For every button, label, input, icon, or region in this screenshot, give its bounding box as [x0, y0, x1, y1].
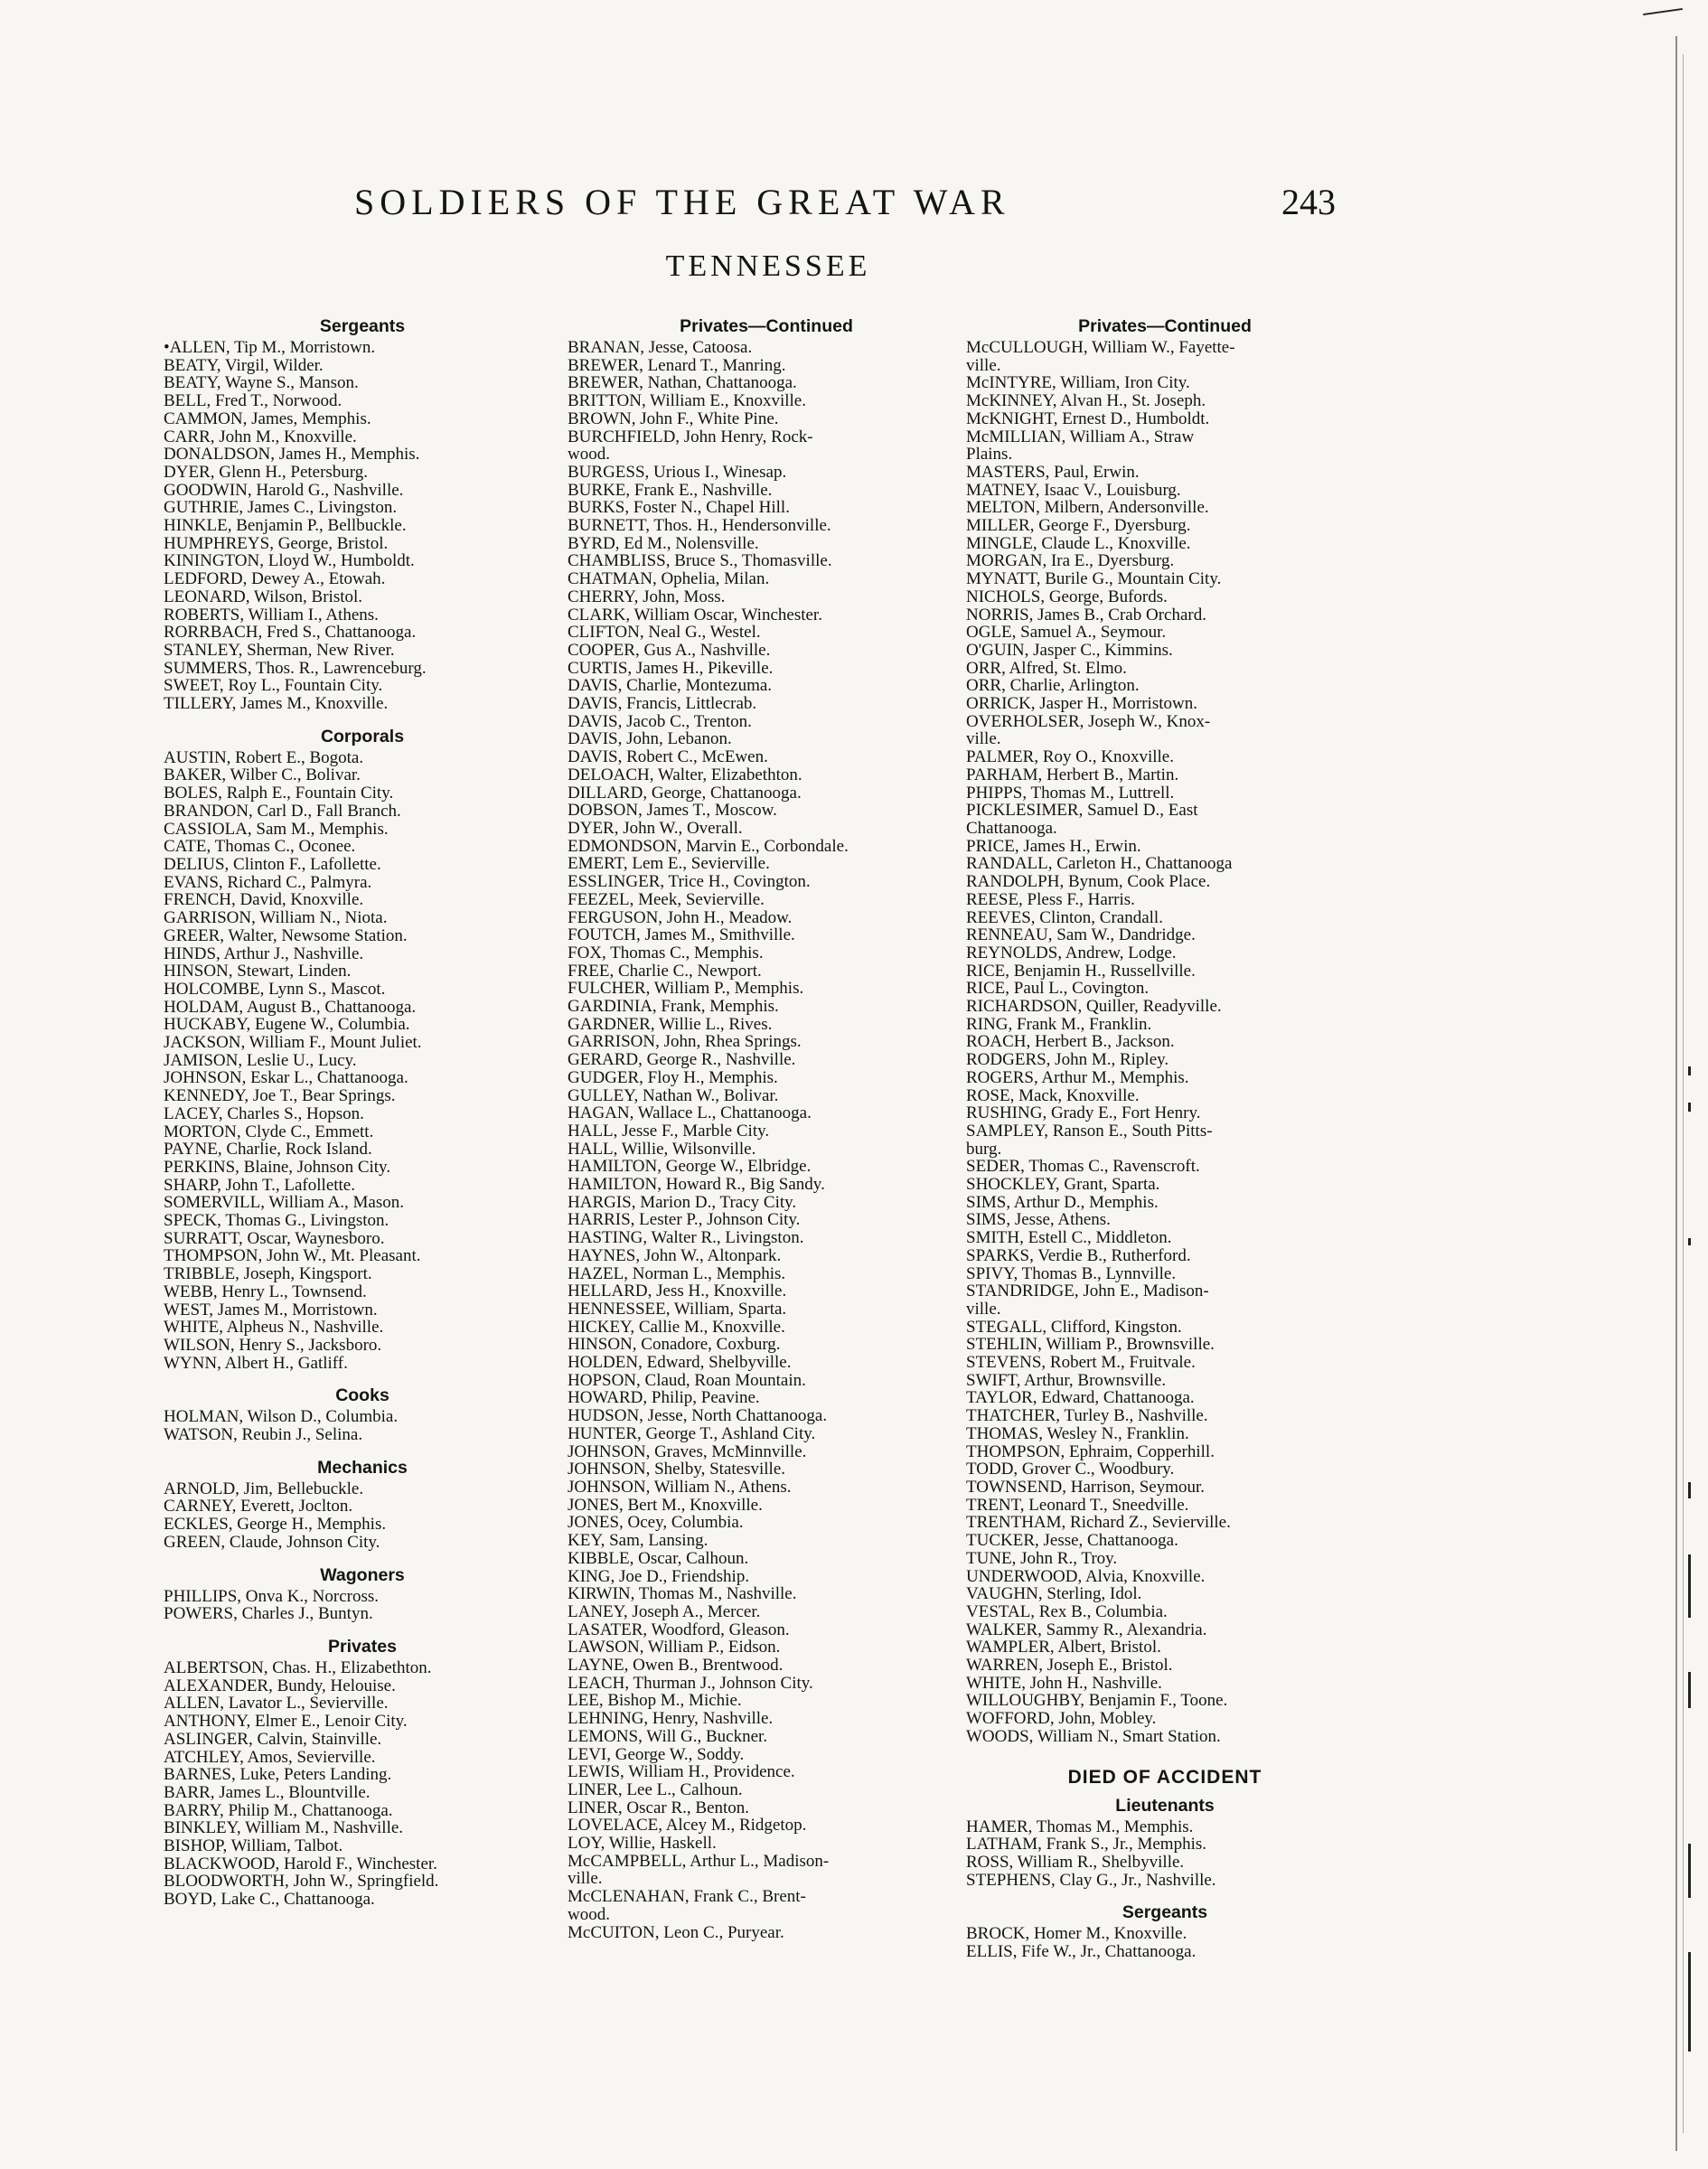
soldier-entry: CAMMON, James, Memphis.	[164, 408, 371, 428]
rank-heading: Corporals	[320, 726, 405, 746]
soldier-entry: HOPSON, Claud, Roan Mountain.	[568, 1370, 806, 1390]
soldier-entry: LEHNING, Henry, Nashville.	[568, 1709, 774, 1729]
major-section-heading: DIED OF ACCIDENT	[1067, 1766, 1262, 1788]
section-spacer	[966, 1889, 1364, 1898]
soldier-entry: PHILLIPS, Onva K., Norcross.	[164, 1586, 380, 1606]
soldier-entry: DELIUS, Clinton F., Lafollette.	[164, 854, 381, 874]
roster-column-1	[164, 317, 561, 1918]
soldier-entry: SMITH, Estell C., Middleton.	[966, 1228, 1172, 1248]
soldier-entry: O'GUIN, Jasper C., Kimmins.	[966, 640, 1173, 660]
soldier-entry: GREEN, Claude, Johnson City.	[164, 1532, 380, 1552]
soldier-entry: PAYNE, Charlie, Rock Island.	[164, 1140, 372, 1160]
soldier-entry: STEGALL, Clifford, Kingston.	[966, 1317, 1182, 1337]
soldier-entry: CASSIOLA, Sam M., Memphis.	[164, 819, 389, 839]
soldier-entry: ville.	[966, 355, 1001, 375]
soldier-entry: LEWIS, William H., Providence.	[568, 1762, 795, 1782]
soldier-entry: HAGAN, Wallace L., Chattanooga.	[568, 1103, 812, 1123]
soldier-entry: LATHAM, Frank S., Jr., Memphis.	[966, 1835, 1207, 1854]
soldier-entry: GULLEY, Nathan W., Bolivar.	[568, 1085, 779, 1105]
soldier-entry: JOHNSON, Eskar L., Chattanooga.	[164, 1068, 408, 1088]
soldier-entry: HUMPHREYS, George, Bristol.	[164, 533, 389, 553]
soldier-entry: LACEY, Charles S., Hopson.	[164, 1103, 364, 1123]
soldier-entry: TUNE, John R., Troy.	[966, 1548, 1118, 1568]
soldier-entry: CLARK, William Oscar, Winchester.	[568, 605, 822, 624]
soldier-entry: WOFFORD, John, Mobley.	[966, 1709, 1157, 1729]
soldier-entry: McINTYRE, William, Iron City.	[966, 373, 1190, 393]
soldier-entry: HENNESSEE, William, Sparta.	[568, 1299, 787, 1319]
soldier-entry: CHAMBLISS, Bruce S., Thomasville.	[568, 551, 832, 571]
rank-heading: Lieutenants	[1115, 1795, 1215, 1816]
soldier-entry: HALL, Jesse F., Marble City.	[568, 1121, 770, 1141]
soldier-list	[966, 339, 1364, 1746]
soldier-entry: NORRIS, James B., Crab Orchard.	[966, 605, 1206, 624]
rank-heading: Wagoners	[320, 1564, 405, 1585]
soldier-entry: GERARD, George R., Nashville.	[568, 1050, 796, 1070]
soldier-entry: WHITE, Alpheus N., Nashville.	[164, 1318, 384, 1338]
soldier-entry: TRENT, Leonard T., Sneedville.	[966, 1495, 1189, 1515]
soldier-entry: SURRATT, Oscar, Waynesboro.	[164, 1228, 385, 1248]
soldier-entry: REESE, Pless F., Harris.	[966, 889, 1135, 909]
soldier-entry: KININGTON, Lloyd W., Humboldt.	[164, 551, 415, 571]
soldier-entry: •ALLEN, Tip M., Morristown.	[164, 338, 376, 357]
soldier-entry: EDMONDSON, Marvin E., Corbondale.	[568, 836, 849, 856]
soldier-entry: SHOCKLEY, Grant, Sparta.	[966, 1175, 1160, 1195]
soldier-entry: WARREN, Joseph E., Bristol.	[966, 1656, 1173, 1676]
soldier-entry: WOODS, William N., Smart Station.	[966, 1726, 1221, 1746]
soldier-list	[164, 1480, 561, 1552]
soldier-entry: PHIPPS, Thomas M., Luttrell.	[966, 783, 1175, 803]
soldier-entry: OVERHOLSER, Joseph W., Knox-	[966, 711, 1211, 731]
soldier-entry: RORRBACH, Fred S., Chattanooga.	[164, 623, 417, 643]
soldier-entry: FREE, Charlie C., Newport.	[568, 961, 762, 981]
soldier-entry: JONES, Bert M., Knoxville.	[568, 1495, 763, 1515]
soldier-entry: BLOODWORTH, John W., Springfield.	[164, 1872, 439, 1892]
soldier-entry: BROCK, Homer M., Knoxville.	[966, 1924, 1187, 1944]
soldier-entry: FULCHER, William P., Memphis.	[568, 979, 804, 999]
soldier-entry: LAWSON, William P., Eidson.	[568, 1638, 781, 1657]
soldier-entry: LEONARD, Wilson, Bristol.	[164, 587, 363, 606]
soldier-entry: POWERS, Charles J., Buntyn.	[164, 1604, 373, 1624]
soldier-entry: LINER, Lee L., Calhoun.	[568, 1779, 743, 1799]
rank-heading: Sergeants	[319, 316, 406, 336]
soldier-entry: PICKLESIMER, Samuel D., East	[966, 801, 1198, 821]
soldier-entry: SIMS, Arthur D., Memphis.	[966, 1192, 1159, 1212]
section-spacer	[966, 1961, 1364, 1970]
soldier-entry: THOMAS, Wesley N., Franklin.	[966, 1423, 1189, 1443]
soldier-entry: HAMILTON, George W., Elbridge.	[568, 1157, 812, 1177]
soldier-entry: HAMER, Thomas M., Memphis.	[966, 1817, 1194, 1836]
soldier-entry: ATCHLEY, Amos, Sevierville.	[164, 1747, 376, 1767]
soldier-entry: GARDINIA, Frank, Memphis.	[568, 997, 779, 1017]
soldier-entry: LASATER, Woodford, Gleason.	[568, 1620, 790, 1639]
soldier-entry: ORR, Charlie, Arlington.	[966, 676, 1140, 696]
soldier-entry: SPIVY, Thomas B., Lynnville.	[966, 1263, 1177, 1283]
soldier-entry: LOVELACE, Alcey M., Ridgetop.	[568, 1816, 807, 1836]
section-spacer	[164, 1372, 561, 1381]
soldier-list	[164, 1659, 561, 1909]
soldier-entry: HINSON, Conadore, Coxburg.	[568, 1335, 781, 1355]
soldier-entry: BYRD, Ed M., Nolensville.	[568, 533, 759, 553]
soldier-entry: REEVES, Clinton, Crandall.	[966, 907, 1163, 927]
soldier-entry: FOUTCH, James M., Smithville.	[568, 925, 795, 945]
soldier-entry: MELTON, Milbern, Andersonville.	[966, 498, 1209, 518]
soldier-entry: HINKLE, Benjamin P., Bellbuckle.	[164, 516, 407, 536]
soldier-entry: KIRWIN, Thomas M., Nashville.	[568, 1584, 797, 1604]
section-spacer	[164, 1623, 561, 1632]
soldier-entry: ALLEN, Lavator L., Sevierville.	[164, 1694, 389, 1714]
soldier-entry: LEACH, Thurman J., Johnson City.	[568, 1673, 813, 1693]
soldier-entry: SEDER, Thomas C., Ravenscroft.	[966, 1157, 1200, 1177]
soldier-entry: ECKLES, George H., Memphis.	[164, 1515, 387, 1535]
soldier-entry: TAYLOR, Edward, Chattanooga.	[966, 1388, 1195, 1408]
roster-column-3	[966, 317, 1364, 1970]
soldier-entry: REYNOLDS, Andrew, Lodge.	[966, 943, 1177, 962]
soldier-entry: LOY, Willie, Haskell.	[568, 1834, 717, 1854]
soldier-entry: PARHAM, Herbert B., Martin.	[966, 765, 1179, 784]
soldier-entry: HOLMAN, Wilson D., Columbia.	[164, 1407, 399, 1427]
rank-heading: Privates—Continued	[680, 316, 853, 336]
soldier-entry: HELLARD, Jess H., Knoxville.	[568, 1282, 787, 1301]
soldier-entry: RING, Frank M., Franklin.	[966, 1014, 1152, 1034]
rank-heading: Mechanics	[317, 1457, 408, 1478]
soldier-entry: BURGESS, Urious I., Winesap.	[568, 462, 787, 482]
soldier-entry: LEMONS, Will G., Buckner.	[568, 1726, 768, 1746]
soldier-entry: BURKE, Frank E., Nashville.	[568, 480, 773, 500]
section-spacer	[164, 1444, 561, 1453]
soldier-entry: McMILLIAN, William A., Straw	[966, 427, 1195, 446]
soldier-entry: CARNEY, Everett, Joclton.	[164, 1497, 353, 1516]
soldier-entry: RICHARDSON, Quiller, Readyville.	[966, 997, 1222, 1017]
soldier-entry: ELLIS, Fife W., Jr., Chattanooga.	[966, 1942, 1197, 1962]
soldier-entry: TODD, Grover C., Woodbury.	[966, 1460, 1175, 1479]
soldier-entry: THATCHER, Turley B., Nashville.	[966, 1406, 1208, 1426]
soldier-entry: BLACKWOOD, Harold F., Winchester.	[164, 1854, 437, 1873]
soldier-entry: JOHNSON, Shelby, Statesville.	[568, 1460, 786, 1479]
scan-edge-artifact	[1643, 0, 1708, 2169]
soldier-entry: GUDGER, Floy H., Memphis.	[568, 1067, 778, 1087]
soldier-entry: McCLENAHAN, Frank C., Brent-	[568, 1887, 806, 1907]
soldier-entry: SIMS, Jesse, Athens.	[966, 1210, 1111, 1230]
soldier-entry: FRENCH, David, Knoxville.	[164, 890, 364, 910]
soldier-entry: TOWNSEND, Harrison, Seymour.	[966, 1478, 1206, 1497]
soldier-entry: ROSS, William R., Shelbyville.	[966, 1852, 1185, 1872]
soldier-entry: DYER, Glenn H., Petersburg.	[164, 462, 369, 482]
soldier-entry: HOWARD, Philip, Peavine.	[568, 1388, 760, 1408]
soldier-entry: CURTIS, James H., Pikeville.	[568, 658, 774, 678]
section-spacer	[164, 1552, 561, 1561]
soldier-entry: SWEET, Roy L., Fountain City.	[164, 676, 383, 696]
soldier-entry: HINSON, Stewart, Linden.	[164, 962, 352, 981]
soldier-list	[164, 339, 561, 713]
soldier-entry: DAVIS, Francis, Littlecrab.	[568, 694, 757, 714]
soldier-entry: BURNETT, Thos. H., Hendersonville.	[568, 516, 831, 536]
soldier-entry: HALL, Willie, Wilsonville.	[568, 1139, 756, 1159]
soldier-entry: LEE, Bishop M., Michie.	[568, 1691, 742, 1711]
soldier-entry: FEEZEL, Meek, Sevierville.	[568, 889, 765, 909]
soldier-entry: GARRISON, John, Rhea Springs.	[568, 1032, 802, 1052]
soldier-entry: ROSE, Mack, Knoxville.	[966, 1085, 1140, 1105]
soldier-entry: DYER, John W., Overall.	[568, 818, 743, 838]
soldier-entry: HARGIS, Marion D., Tracy City.	[568, 1192, 797, 1212]
soldier-entry: DAVIS, Jacob C., Trenton.	[568, 711, 752, 731]
soldier-entry: JONES, Ocey, Columbia.	[568, 1513, 744, 1533]
soldier-entry: ville.	[966, 1299, 1001, 1319]
soldier-entry: DAVIS, Charlie, Montezuma.	[568, 676, 773, 696]
soldier-entry: RANDALL, Carleton H., Chattanooga	[966, 854, 1233, 874]
soldier-entry: PALMER, Roy O., Knoxville.	[966, 747, 1174, 767]
soldier-entry: TRIBBLE, Joseph, Kingsport.	[164, 1264, 372, 1284]
soldier-entry: LEDFORD, Dewey A., Etowah.	[164, 569, 386, 589]
soldier-entry: EMERT, Lem E., Sevierville.	[568, 854, 770, 874]
soldier-entry: HOLDEN, Edward, Shelbyville.	[568, 1353, 792, 1373]
soldier-entry: WEBB, Henry L., Townsend.	[164, 1282, 367, 1301]
soldier-entry: PERKINS, Blaine, Johnson City.	[164, 1157, 391, 1177]
soldier-entry: BREWER, Nathan, Chattanooga.	[568, 373, 797, 393]
soldier-entry: GOODWIN, Harold G., Nashville.	[164, 480, 404, 500]
soldier-entry: BISHOP, William, Talbot.	[164, 1836, 343, 1856]
soldier-entry: BREWER, Lenard T., Manring.	[568, 355, 786, 375]
soldier-entry: ville.	[966, 729, 1001, 749]
soldier-entry: GARDNER, Willie L., Rives.	[568, 1014, 773, 1034]
soldier-entry: UNDERWOOD, Alvia, Knoxville.	[966, 1566, 1206, 1586]
soldier-entry: COOPER, Gus A., Nashville.	[568, 640, 771, 660]
soldier-entry: JOHNSON, William N., Athens.	[568, 1478, 792, 1497]
soldier-entry: HICKEY, Callie M., Knoxville.	[568, 1317, 785, 1337]
soldier-entry: HAMILTON, Howard R., Big Sandy.	[568, 1175, 825, 1195]
soldier-entry: ROGERS, Arthur M., Memphis.	[966, 1067, 1189, 1087]
soldier-entry: THOMPSON, John W., Mt. Pleasant.	[164, 1246, 421, 1266]
soldier-entry: MINGLE, Claude L., Knoxville.	[966, 533, 1191, 553]
soldier-entry: BARR, James L., Blountville.	[164, 1782, 371, 1802]
soldier-entry: EVANS, Richard C., Palmyra.	[164, 872, 372, 892]
soldier-entry: ESSLINGER, Trice H., Covington.	[568, 872, 811, 892]
soldier-entry: SHARP, John T., Lafollette.	[164, 1175, 355, 1195]
soldier-entry: HUCKABY, Eugene W., Columbia.	[164, 1015, 410, 1035]
soldier-entry: WALKER, Sammy R., Alexandria.	[966, 1620, 1207, 1639]
section-spacer	[164, 713, 561, 722]
soldier-entry: BINKLEY, William M., Nashville.	[164, 1818, 404, 1838]
soldier-entry: MILLER, George F., Dyersburg.	[966, 516, 1191, 536]
soldier-entry: McCAMPBELL, Arthur L., Madison-	[568, 1851, 830, 1871]
soldier-entry: GUTHRIE, James C., Livingston.	[164, 498, 398, 518]
soldier-entry: WILLOUGHBY, Benjamin F., Toone.	[966, 1691, 1228, 1711]
soldier-entry: RANDOLPH, Bynum, Cook Place.	[966, 872, 1211, 892]
soldier-entry: McCULLOUGH, William W., Fayette-	[966, 338, 1235, 357]
soldier-entry: WILSON, Henry S., Jacksboro.	[164, 1335, 382, 1355]
section-spacer	[568, 1941, 965, 1950]
soldier-entry: VESTAL, Rex B., Columbia.	[966, 1601, 1168, 1621]
soldier-entry: LANEY, Joseph A., Mercer.	[568, 1601, 761, 1621]
soldier-entry: JACKSON, William F., Mount Juliet.	[164, 1033, 422, 1053]
soldier-entry: JAMISON, Leslie U., Lucy.	[164, 1050, 357, 1070]
soldier-entry: ville.	[568, 1869, 603, 1889]
soldier-entry: WATSON, Reubin J., Selina.	[164, 1425, 363, 1445]
soldier-entry: DILLARD, George, Chattanooga.	[568, 783, 802, 803]
soldier-entry: WYNN, Albert H., Gatliff.	[164, 1353, 348, 1373]
soldier-entry: STEVENS, Robert M., Fruitvale.	[966, 1353, 1196, 1373]
soldier-entry: TRENTHAM, Richard Z., Sevierville.	[966, 1513, 1231, 1533]
soldier-entry: CLIFTON, Neal G., Westel.	[568, 623, 761, 643]
soldier-entry: RENNEAU, Sam W., Dandridge.	[966, 925, 1196, 945]
soldier-entry: BAKER, Wilber C., Bolivar.	[164, 765, 361, 785]
soldier-entry: BOYD, Lake C., Chattanooga.	[164, 1890, 375, 1910]
soldier-entry: Chattanooga.	[966, 818, 1057, 838]
soldier-entry: GARRISON, William N., Niota.	[164, 908, 388, 928]
soldier-list	[966, 1818, 1364, 1890]
soldier-entry: BRITTON, William E., Knoxville.	[568, 391, 806, 411]
soldier-entry: SOMERVILL, William A., Mason.	[164, 1193, 404, 1213]
section-spacer	[966, 1746, 1364, 1755]
soldier-entry: NICHOLS, George, Bufords.	[966, 587, 1168, 606]
soldier-entry: McKNIGHT, Ernest D., Humboldt.	[966, 408, 1210, 428]
soldier-entry: ARNOLD, Jim, Bellebuckle.	[164, 1479, 364, 1498]
soldier-entry: SUMMERS, Thos. R., Lawrenceburg.	[164, 658, 427, 678]
soldier-entry: CATE, Thomas C., Oconee.	[164, 837, 356, 857]
soldier-entry: GREER, Walter, Newsome Station.	[164, 925, 408, 945]
soldier-entry: CHATMAN, Ophelia, Milan.	[568, 569, 770, 589]
soldier-entry: AUSTIN, Robert E., Bogota.	[164, 747, 364, 767]
running-header-title: SOLDIERS OF THE GREAT WAR	[354, 182, 1010, 222]
soldier-list	[164, 749, 561, 1373]
soldier-entry: TILLERY, James M., Knoxville.	[164, 694, 389, 714]
soldier-entry: MORTON, Clyde C., Emmett.	[164, 1122, 374, 1141]
soldier-entry: SWIFT, Arthur, Brownsville.	[966, 1370, 1167, 1390]
soldier-entry: LEVI, George W., Soddy.	[568, 1744, 745, 1764]
soldier-entry: HARRIS, Lester P., Johnson City.	[568, 1210, 801, 1230]
section-spacer	[164, 1909, 561, 1918]
page-number: 243	[1281, 182, 1336, 222]
soldier-entry: ASLINGER, Calvin, Stainville.	[164, 1729, 382, 1749]
soldier-entry: DAVIS, Robert C., McEwen.	[568, 747, 768, 767]
soldier-entry: RODGERS, John M., Ripley.	[966, 1050, 1169, 1070]
soldier-entry: DOBSON, James T., Moscow.	[568, 801, 777, 821]
soldier-entry: BARNES, Luke, Peters Landing.	[164, 1765, 392, 1785]
soldier-entry: BELL, Fred T., Norwood.	[164, 391, 343, 411]
soldier-list	[164, 1588, 561, 1623]
soldier-entry: MORGAN, Ira E., Dyersburg.	[966, 551, 1175, 571]
soldier-entry: WAMPLER, Albert, Bristol.	[966, 1638, 1161, 1657]
soldier-entry: STEHLIN, William P., Brownsville.	[966, 1335, 1215, 1355]
soldier-entry: CHERRY, John, Moss.	[568, 587, 726, 606]
soldier-entry: MASTERS, Paul, Erwin.	[966, 462, 1140, 482]
soldier-entry: HOLCOMBE, Lynn S., Mascot.	[164, 979, 386, 999]
soldier-entry: HOLDAM, August B., Chattanooga.	[164, 997, 417, 1017]
soldier-entry: BROWN, John F., White Pine.	[568, 408, 779, 428]
soldier-entry: ORRICK, Jasper H., Morristown.	[966, 694, 1197, 714]
rank-heading: Sergeants	[1121, 1902, 1208, 1923]
soldier-entry: HUNTER, George T., Ashland City.	[568, 1423, 816, 1443]
soldier-entry: HASTING, Walter R., Livingston.	[568, 1228, 804, 1248]
soldier-entry: DONALDSON, James H., Memphis.	[164, 445, 420, 465]
soldier-entry: RICE, Paul L., Covington.	[966, 979, 1150, 999]
soldier-entry: BRANDON, Carl D., Fall Branch.	[164, 801, 401, 821]
soldier-entry: KENNEDY, Joe T., Bear Springs.	[164, 1086, 396, 1106]
soldier-entry: BOLES, Ralph E., Fountain City.	[164, 784, 394, 803]
soldier-entry: BEATY, Wayne S., Manson.	[164, 373, 359, 393]
soldier-entry: THOMPSON, Ephraim, Copperhill.	[966, 1441, 1215, 1461]
soldier-entry: BRANAN, Jesse, Catoosa.	[568, 338, 753, 357]
soldier-entry: LINER, Oscar R., Benton.	[568, 1798, 750, 1817]
soldier-entry: DELOACH, Walter, Elizabethton.	[568, 765, 802, 784]
soldier-entry: wood.	[568, 445, 610, 465]
soldier-entry: JOHNSON, Graves, McMinnville.	[568, 1441, 807, 1461]
soldier-entry: MATNEY, Isaac V., Louisburg.	[966, 480, 1181, 500]
soldier-entry: wood.	[568, 1904, 610, 1924]
soldier-entry: ROBERTS, William I., Athens.	[164, 605, 379, 624]
soldier-entry: KEY, Sam, Lansing.	[568, 1531, 709, 1551]
soldier-entry: PRICE, James H., Erwin.	[966, 836, 1141, 856]
soldier-entry: HINDS, Arthur J., Nashville.	[164, 944, 364, 963]
soldier-entry: OGLE, Samuel A., Seymour.	[966, 623, 1167, 643]
soldier-entry: FERGUSON, John H., Meadow.	[568, 907, 793, 927]
soldier-entry: burg.	[966, 1139, 1002, 1159]
soldier-entry: KIBBLE, Oscar, Calhoun.	[568, 1548, 749, 1568]
soldier-entry: CARR, John M., Knoxville.	[164, 427, 357, 446]
soldier-entry: STANLEY, Sherman, New River.	[164, 640, 395, 660]
soldier-entry: RUSHING, Grady E., Fort Henry.	[966, 1103, 1201, 1123]
state-heading: TENNESSEE	[665, 249, 871, 283]
soldier-entry: Plains.	[966, 445, 1013, 465]
soldier-entry: BEATY, Virgil, Wilder.	[164, 355, 324, 375]
soldier-entry: WEST, James M., Morristown.	[164, 1300, 378, 1319]
soldier-entry: SPECK, Thomas G., Livingston.	[164, 1211, 389, 1231]
soldier-entry: DAVIS, John, Lebanon.	[568, 729, 732, 749]
soldier-entry: MYNATT, Burile G., Mountain City.	[966, 569, 1222, 589]
soldier-entry: SPARKS, Verdie B., Rutherford.	[966, 1245, 1191, 1265]
soldier-entry: McCUITON, Leon C., Puryear.	[568, 1922, 784, 1942]
soldier-entry: KING, Joe D., Friendship.	[568, 1566, 750, 1586]
rank-heading: Cooks	[335, 1385, 389, 1406]
soldier-entry: LAYNE, Owen B., Brentwood.	[568, 1656, 784, 1676]
soldier-list	[568, 339, 965, 1941]
soldier-entry: BARRY, Philip M., Chattanooga.	[164, 1800, 393, 1820]
soldier-entry: BURKS, Foster N., Chapel Hill.	[568, 498, 790, 518]
soldier-entry: ANTHONY, Elmer E., Lenoir City.	[164, 1712, 408, 1732]
soldier-entry: TUCKER, Jesse, Chattanooga.	[966, 1531, 1178, 1551]
soldier-entry: HAYNES, John W., Altonpark.	[568, 1245, 782, 1265]
soldier-entry: HUDSON, Jesse, North Chattanooga.	[568, 1406, 828, 1426]
soldier-entry: ALEXANDER, Bundy, Helouise.	[164, 1676, 396, 1695]
soldier-entry: VAUGHN, Sterling, Idol.	[966, 1584, 1142, 1604]
soldier-entry: WHITE, John H., Nashville.	[966, 1673, 1162, 1693]
soldier-entry: STEPHENS, Clay G., Jr., Nashville.	[966, 1870, 1216, 1890]
soldier-list	[966, 1925, 1364, 1960]
soldier-entry: ROACH, Herbert B., Jackson.	[966, 1032, 1175, 1052]
rank-heading: Privates	[328, 1637, 397, 1657]
soldier-entry: McKINNEY, Alvan H., St. Joseph.	[966, 391, 1206, 411]
soldier-entry: FOX, Thomas C., Memphis.	[568, 943, 764, 962]
soldier-entry: STANDRIDGE, John E., Madison-	[966, 1282, 1209, 1301]
soldier-list	[164, 1408, 561, 1443]
soldier-entry: ORR, Alfred, St. Elmo.	[966, 658, 1127, 678]
soldier-entry: ALBERTSON, Chas. H., Elizabethton.	[164, 1658, 432, 1677]
soldier-entry: RICE, Benjamin H., Russellville.	[966, 961, 1196, 981]
soldier-entry: SAMPLEY, Ranson E., South Pitts-	[966, 1121, 1213, 1141]
soldier-entry: HAZEL, Norman L., Memphis.	[568, 1263, 786, 1283]
rank-heading: Privates—Continued	[1078, 316, 1252, 336]
soldier-entry: BURCHFIELD, John Henry, Rock-	[568, 427, 813, 446]
roster-column-2	[568, 317, 965, 1950]
